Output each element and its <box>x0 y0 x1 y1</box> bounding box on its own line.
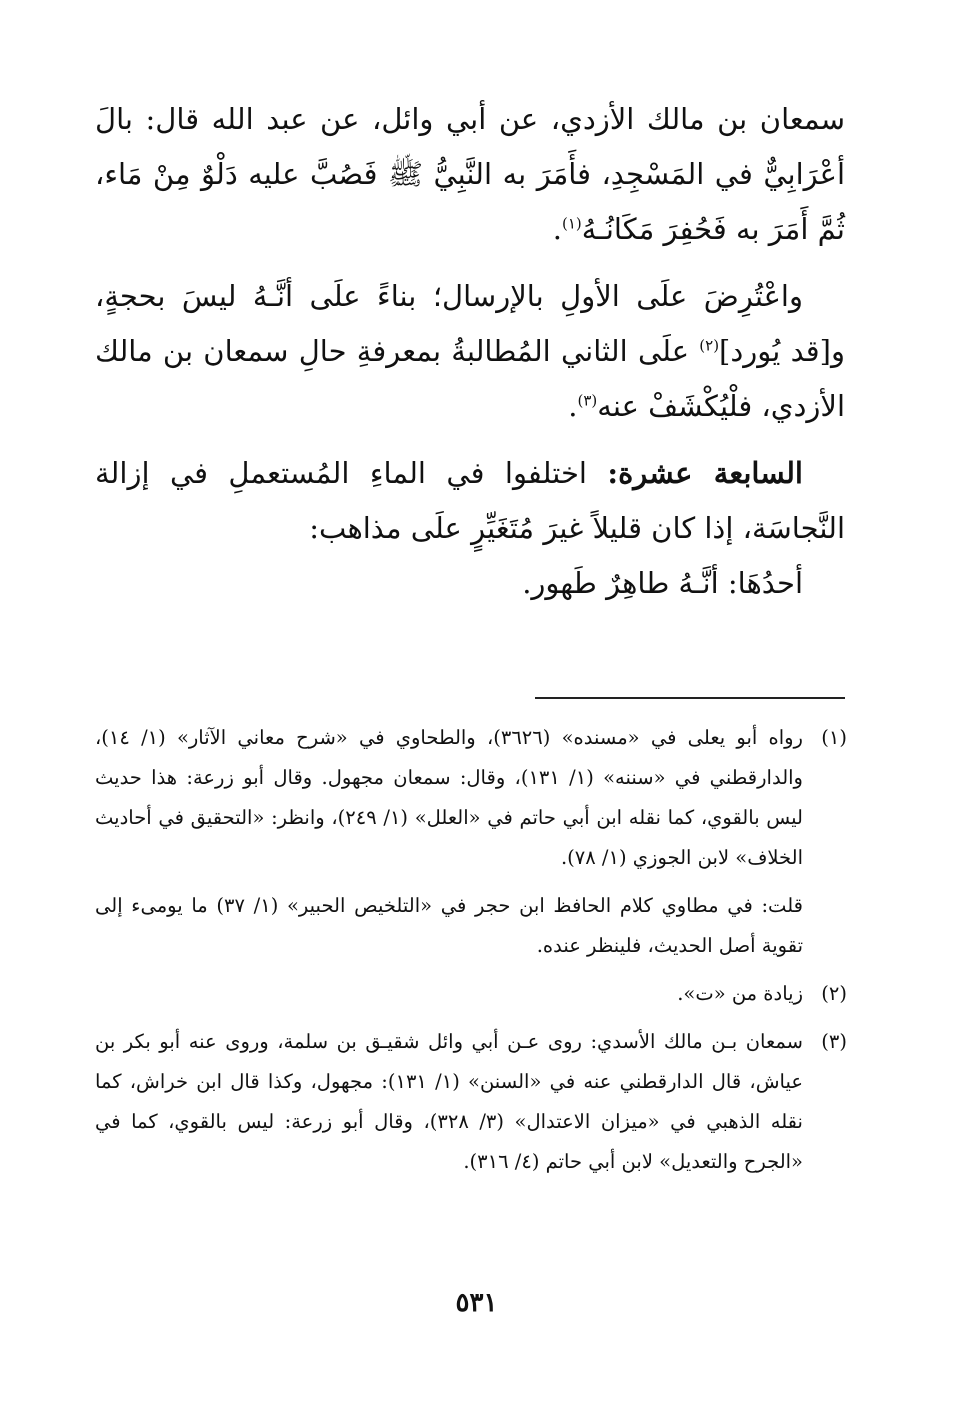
paragraph-2 <box>95 269 845 434</box>
footnote-3-number: (٣) <box>821 1030 847 1053</box>
page-number: ٥٣١ <box>455 1288 498 1318</box>
paragraph-2-text-a: واعْتُرِضَ علَى الأولِ بالإرسال؛ بناءً علَى أنَّـهُ ليسَ بحجةٍ، و[قد يُورد] <box>95 279 845 368</box>
footnote-1-text: رواه أبو يعلى في «مسنده» (٣٦٢٦)، والطحاوي في «شرح معاني الآثار» (١/ ١٤)، والدارقطني في «سننه» (١/ ١٣١)، وقال: سمعان مجهول. وقال أبو زرعة: هذا حديث ليس بالقوي، كما نقله ابن أبي حاتم في «العلل» (١/ ٢٤٩)، وانظر: «التحقيق في أحاديث الخلاف» لابن الجوزي (١/ ٧٨). <box>95 726 803 869</box>
footnote-divider <box>535 697 845 699</box>
paragraph-1-text: سمعان بن مالك الأزدي، عن أبي وائل، عن عبد الله قال: بالَ أعْرَابِيٌّ في المَسْجِدِ، فأَمَرَ به النَّبِيُّ ﷺ فَصُبَّ عليه دَلْوٌ مِنْ مَاء، ثُمَّ أَمَرَ به فَحُفِرَ مَكَانُـهُ <box>95 102 845 246</box>
footnote-3 <box>95 1022 847 1182</box>
footnotes <box>95 718 847 1182</box>
paragraph-1 <box>95 92 845 257</box>
footnote-1-number: (١) <box>821 726 847 749</box>
footnote-1-extra: قلت: في مطاوي كلام الحافظ ابن حجر في «التلخيص الحبير» (١/ ٣٧) ما يومىء إلى تقوية أصل الحديث، فلينظر عنده. <box>95 894 803 957</box>
paragraph-4-text: أحدُهَا: أنَّـهُ طاهِرٌ طَهور. <box>522 566 803 600</box>
paragraph-2-end: . <box>568 389 578 423</box>
footnote-1 <box>95 718 847 878</box>
footnote-ref-2[interactable]: (٢) <box>699 336 720 355</box>
footnote-ref-3[interactable]: (٣) <box>577 391 598 410</box>
footnote-3-text: سمعان بـن مالك الأسدي: روى عـن أبي وائل شقيـق بن سلمة، وروى عنه أبو بكر بن عياش، قال الدارقطني عنه في «السنن» (١/ ١٣١): مجهول، وكذا قال ابن خراش، كما نقله الذهبي في «ميزان الاعتدال» (٣/ ٣٢٨)، وقال أبو زرعة: ليس بالقوي، كما في «الجرح والتعديل» لابن أبي حاتم (٤/ ٣١٦). <box>95 1030 803 1173</box>
footnote-2 <box>95 974 847 1014</box>
paragraph-3-text: اختلفوا في الماءِ المُستعملِ في إزالة النَّجاسَة، إذا كان قليلاً غيرَ مُتَغَيِّرٍ علَى مذاهب: <box>95 456 845 545</box>
paragraph-1-end: . <box>552 212 562 246</box>
footnote-2-text: زيادة من «ت». <box>677 982 803 1005</box>
paragraph-3 <box>95 446 845 556</box>
section-heading: السابعة عشرة: <box>607 456 803 490</box>
paragraph-2-text-b: علَى الثاني المُطالبةُ بمعرفةِ حالِ سمعان بن مالك الأزدي، فلْيُكْشَفْ عنه <box>95 334 845 423</box>
main-text <box>95 92 845 611</box>
footnote-2-number: (٢) <box>821 982 847 1005</box>
footnote-ref-1[interactable]: (١) <box>562 214 582 233</box>
paragraph-4 <box>95 556 845 611</box>
